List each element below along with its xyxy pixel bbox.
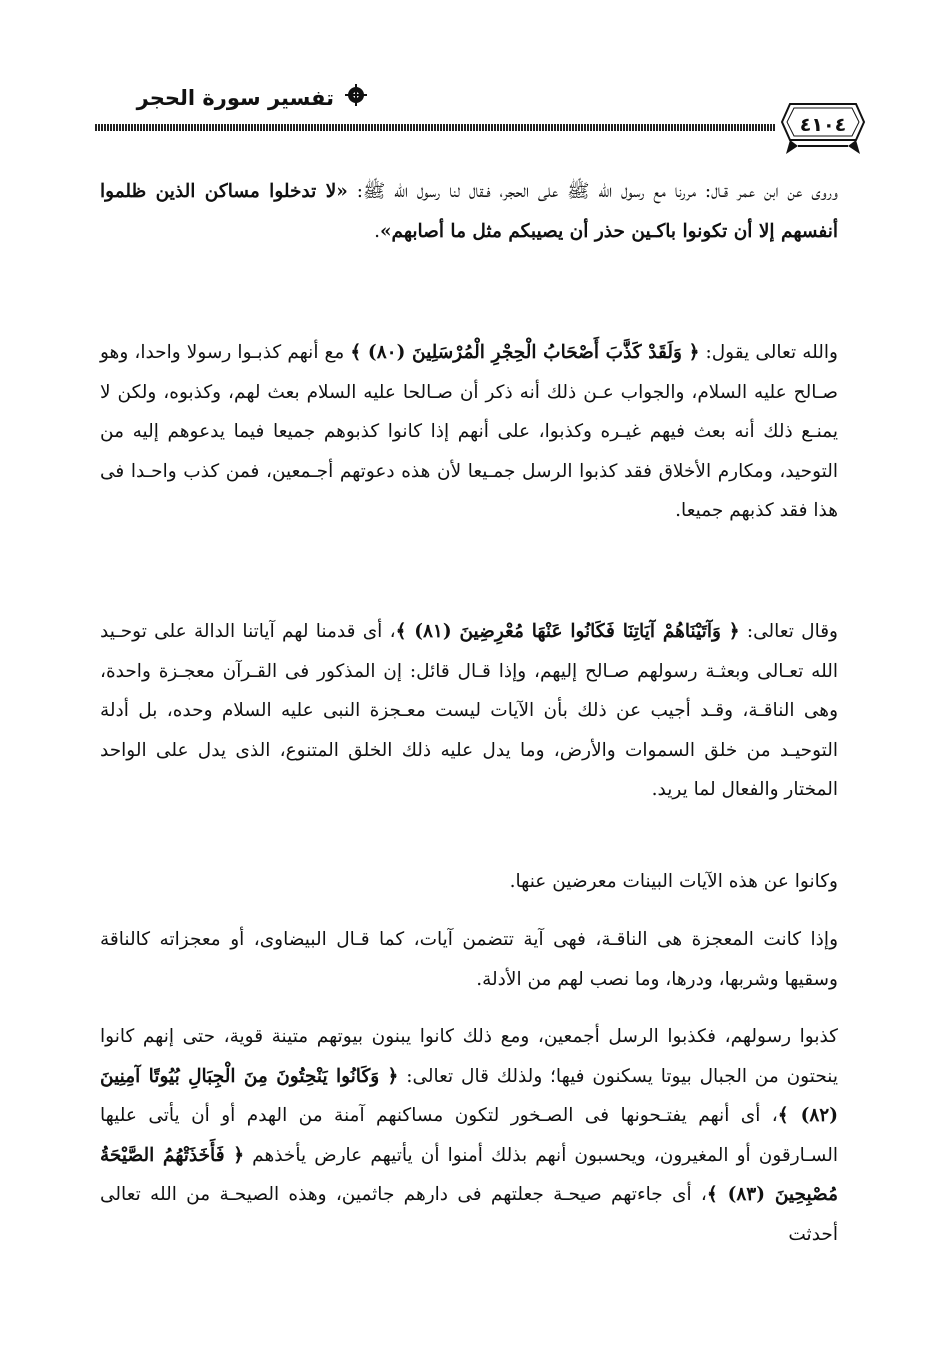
paragraph-6 [100,1017,838,1254]
paragraph-text: مع أنهم كذبـوا رسولا واحدا، وهو صـالح عليه السلام، والجواب عـن ذلك أنه ذكر أن صـالحا عليه السلام بعث لهم، وكذبوه، ولكن لا يمنـع ذلك أنه بعث فيهم غيـره وكذبوا، على أنهم إذا كانوا كذبوهم جميعا فيما يدعوهم إليه من التوحيد، ومكارم الأخلاق فقد كذبوا الرسل جمـيعا لأن هذه دعوتهم أجـمعين، فمن كذب واحـدا فى هذا فقد كذبهم جميعا. [100,342,838,521]
paragraph-3 [100,612,838,810]
quran-verse: ﴿ فَأَخَذَتْهُمُ الصَّيْحَةُ مُصْبِحِينَ (٨٣) ﴾ [100,1144,838,1205]
paragraph-text: وكانوا عن هذه الآيات البينات معرضين عنها. [509,871,838,892]
header-ornament-icon [345,84,367,106]
running-head-title: تفسير سورة الحجر [136,86,334,110]
paragraph-text: وقال تعالى: [739,621,838,642]
quran-verse: ﴿ وَلَقَدْ كَذَّبَ أَصْحَابُ الْحِجْرِ الْمُرْسَلِينَ (٨٠) ﴾ [350,342,700,363]
paragraph-text: ، أى أنهم يفتـحونها فى الصـخور لتكون مساكنهم آمنة من الهدم أو أن يأتى عليها السـارقون أو المغيرون، ويحسبون أنهم بذلك أمنوا أن يأتيهم عارض يأخذهم [100,1105,838,1166]
quran-verse: ﴿ وَكَانُوا يَنْحِتُونَ مِنَ الْجِبَالِ بُيُوتًا آمِنِينَ (٨٢) ﴾ [100,1065,838,1126]
paragraph-1 [100,172,838,251]
paragraph-text: كذبوا رسولهم، فكذبوا الرسل أجمعين، ومع ذلك كانوا يبنون بيوتهم متينة قوية، حتى إنهم كانوا ينحتون من الجبال بيوتا يسكنون فيها؛ ولذلك قال تعالى: [100,1026,838,1087]
paragraph-text: ، أى جاءتهم صيحـة جعلتهم فى دارهم جاثمين، وهذه الصيحـة من الله تعالى أحدثت [100,1184,838,1245]
paragraph-text: وروى عن ابن عمر قـال: مررنا مع رسول الله ﷺ على الحجر، فـقال لنا رسول الله ﷺ: [347,181,838,202]
header-rule [95,124,775,131]
paragraph-text: وإذا كانت المعجزة هى الناقـة، فهى آية تتضمن آيات، كما قـال البيضاوى، أو معجزاته كالناقة وسقيها وشربها، ودرها، وما نصب لهم من الأدلة. [100,929,838,990]
paragraph-text: والله تعالى يقول: [699,342,838,363]
paragraph-2 [100,333,838,531]
hadith-quote: «لا تدخلوا مساكن الذين ظلموا أنفسهم إلا أن تكونوا باكـين حذر أن يصيبكم مثل ما أصابهم» [100,181,838,242]
page-number: ٤١٠٤ [799,114,847,136]
paragraph-text: ، أى قدمنا لهم آياتنا الدالة على توحـيد الله تعـالى وبعثـة رسولهم صـالح إليهم، وإذا قـال قائل: إن المذكور فى القـرآن معجـزة واحدة، وهى الناقـة، وقـد أجيب عن ذلك بأن الآيات ليست معـجزة النبى عليه السلام وحده، بل أدلة التوحيـد من خلق السموات والأرض، وما يدل عليه ذلك الخلق المتنوع، الذى يدل على الواحد المختار والفعال لما يريد. [100,621,838,800]
paragraph-5 [100,920,838,999]
paragraph-text: . [374,220,380,242]
quran-verse: ﴿ وَآتَيْنَاهُمْ آيَاتِنَا فَكَانُوا عَنْهَا مُعْرِضِينَ (٨١) ﴾ [395,621,740,642]
paragraph-4 [100,862,838,902]
